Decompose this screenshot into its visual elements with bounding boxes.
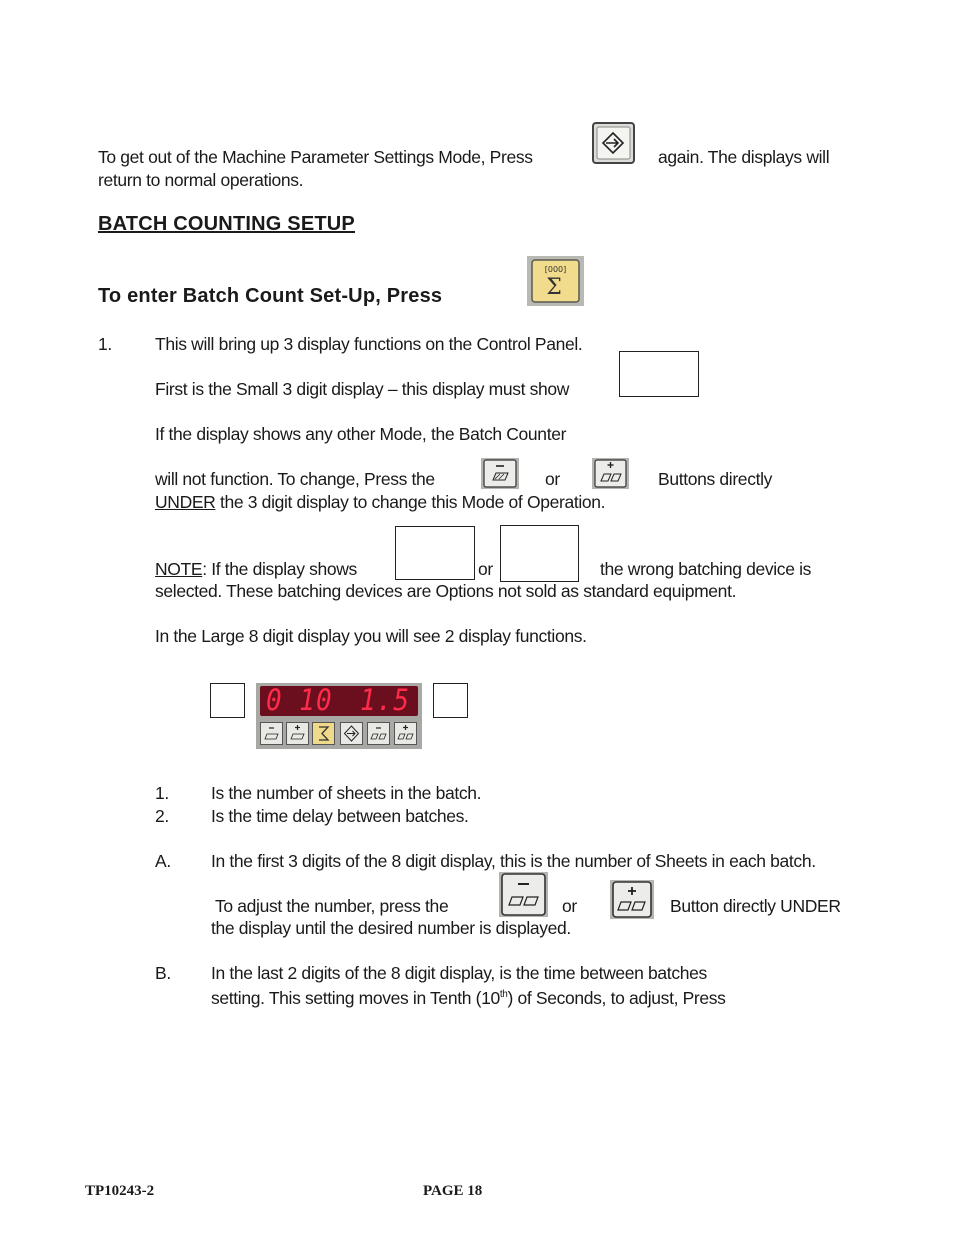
note-line1a — [155, 558, 357, 580]
sigma-batch-icon — [527, 256, 584, 306]
panel-sigma-icon — [312, 722, 335, 745]
item-b-line2b: ) of Seconds, to adjust, Press — [507, 987, 726, 1008]
item-a-line1: In the first 3 digits of the 8 digit display, this is the number of Sheets in each batch. — [211, 851, 816, 871]
plus-adjust-icon — [610, 880, 654, 919]
step1-line2: First is the Small 3 digit display – this display must show — [155, 379, 570, 399]
large-display-intro: In the Large 8 digit display you will see 2 display functions. — [155, 626, 587, 646]
small-display-box — [619, 351, 699, 397]
intro-text-1b: again. The displays will — [658, 147, 830, 167]
panel-enter-icon — [340, 722, 363, 745]
item-b-line2a: setting. This setting moves in Tenth (10 — [211, 987, 500, 1008]
item-b-superscript: th — [499, 989, 508, 1000]
note-line2: selected. These batching devices are Options not sold as standard equipment. — [155, 581, 737, 601]
minus-adjust-icon — [499, 872, 548, 917]
panel-minus-adjust-icon — [367, 722, 390, 745]
note-label: NOTE — [155, 559, 203, 579]
item-a-label: A. — [155, 851, 171, 871]
subheading: To enter Batch Count Set-Up, Press — [98, 285, 443, 307]
list-item: Is the time delay between batches. — [211, 806, 469, 826]
item-b-line2 — [211, 984, 726, 1009]
callout-box-2 — [433, 683, 468, 718]
option-display-box-1 — [395, 526, 475, 580]
minus-mode-icon — [481, 458, 519, 489]
step1-line5-rest: the 3 digit display to change this Mode of Operation. — [215, 492, 606, 512]
note-line1b: the wrong batching device is — [600, 559, 812, 579]
plus-mode-icon — [592, 458, 629, 489]
item-a-line2b: Button directly UNDER — [670, 896, 841, 916]
page-number: PAGE 18 — [423, 1183, 483, 1199]
sigma-label: [000] — [544, 265, 567, 274]
intro-text-2: return to normal operations. — [98, 170, 304, 190]
step1-line4a: will not function. To change, Press the — [155, 469, 435, 489]
list-item: Is the number of sheets in the batch. — [211, 783, 482, 803]
sigma-glyph: Σ — [546, 275, 562, 300]
intro-text-1a: To get out of the Machine Parameter Settings Mode, Press — [98, 147, 533, 167]
note-text: : If the display shows — [202, 559, 357, 579]
step1-or: or — [545, 469, 560, 489]
control-panel-image — [256, 683, 422, 749]
panel-minus-mode-icon — [260, 722, 283, 745]
item-b-line1: In the last 2 digits of the 8 digit display, is the time between batches — [211, 963, 707, 983]
step1-line4b: Buttons directly — [658, 469, 773, 489]
item-a-line2a: To adjust the number, press the — [215, 896, 449, 916]
callout-box-1 — [210, 683, 245, 718]
led-right-digits: 1.5 — [360, 684, 410, 718]
step1-line3: If the display shows any other Mode, the Batch Counter — [155, 424, 567, 444]
item-a-line3: the display until the desired number is displayed. — [211, 918, 571, 938]
list-number: 1. — [155, 783, 169, 803]
step1-line5 — [155, 491, 605, 513]
note-or: or — [478, 559, 493, 579]
step1-number: 1. — [98, 334, 112, 354]
step1-line1: This will bring up 3 display functions on the Control Panel. — [155, 334, 583, 354]
led-display — [260, 686, 418, 716]
section-heading: BATCH COUNTING SETUP — [98, 213, 355, 235]
panel-plus-adjust-icon — [394, 722, 417, 745]
under-word: UNDER — [155, 492, 216, 512]
list-number: 2. — [155, 806, 169, 826]
item-b-label: B. — [155, 963, 171, 983]
item-a-or: or — [562, 896, 577, 916]
enter-arrow-icon — [592, 122, 635, 164]
led-left-digits: 0 10 — [266, 684, 333, 718]
document-id: TP10243-2 — [85, 1183, 155, 1199]
option-display-box-2 — [500, 525, 579, 582]
panel-plus-icon — [286, 722, 309, 745]
